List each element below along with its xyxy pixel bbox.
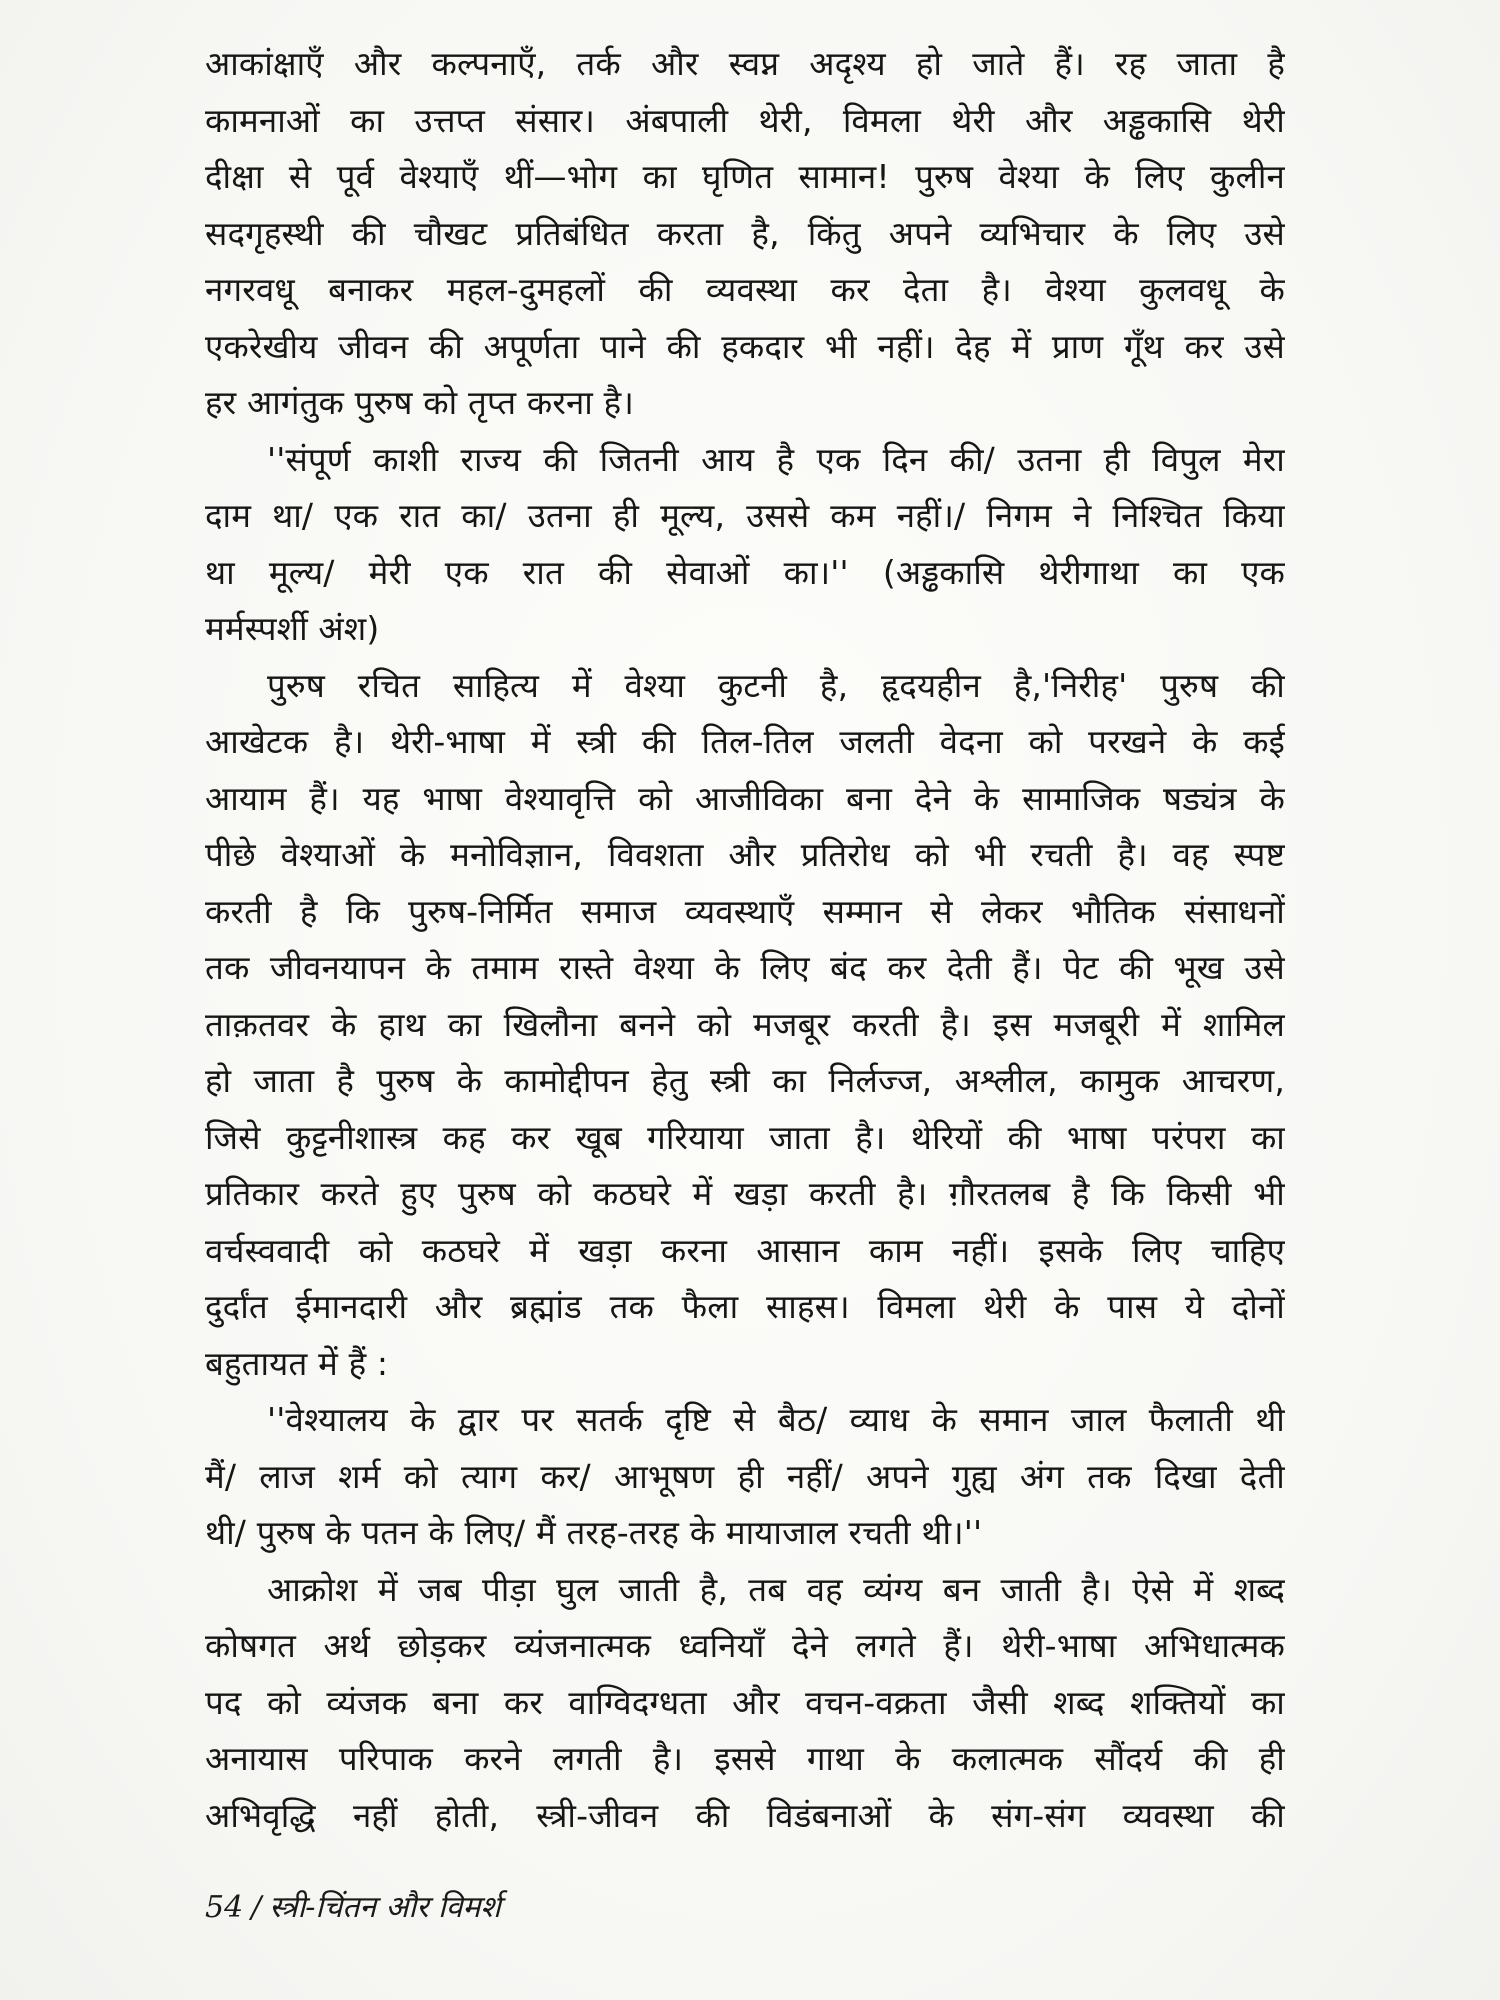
book-title: स्त्री-चिंतन और विमर्श	[269, 1890, 501, 1925]
text-line: कोषगत अर्थ छोड़कर व्यंजनात्मक ध्वनियाँ देने लगते हैं। थेरी-भाषा अभिधात्मक	[205, 1626, 1285, 1665]
quote-line: ''वेश्यालय के द्वार पर सतर्क दृष्टि से बैठ/ व्याध के समान जाल फैलाती थी	[267, 1400, 1285, 1439]
text-line: पीछे वेश्याओं के मनोविज्ञान, विवशता और प्रतिरोध को भी रचती है। वह स्पष्ट	[205, 835, 1285, 874]
text-line: दीक्षा से पूर्व वेश्याएँ थीं—भोग का घृणित सामान! पुरुष वेश्या के लिए कुलीन	[205, 157, 1285, 196]
text-line: एकरेखीय जीवन की अपूर्णता पाने की हकदार भी नहीं। देह में प्राण गूँथ कर उसे	[205, 326, 1285, 366]
page-footer	[205, 1888, 501, 1928]
quote-line: थी/ पुरुष के पतन के लिए/ मैं तरह-तरह के मायाजाल रचती थी।''	[205, 1513, 983, 1552]
text-line: सदगृहस्थी की चौखट प्रतिबंधित करता है, किंतु अपने व्यभिचार के लिए उसे	[205, 213, 1285, 253]
text-line: आक्रोश में जब पीड़ा घुल जाती है, तब वह व्यंग्य बन जाती है। ऐसे में शब्द	[267, 1569, 1285, 1609]
text-line: प्रतिकार करते हुए पुरुष को कठघरे में खड़ा करती है। ग़ौरतलब है कि किसी भी	[205, 1174, 1285, 1213]
text-line: अभिवृद्धि नहीं होती, स्त्री-जीवन की विडंबनाओं के संग-संग व्यवस्था की	[205, 1795, 1285, 1835]
quote-line: था मूल्य/ मेरी एक रात की सेवाओं का।'' (अड्ढकासि थेरीगाथा का एक	[205, 552, 1285, 592]
text-line: आयाम हैं। यह भाषा वेश्यावृत्ति को आजीविका बना देने के सामाजिक षड्यंत्र के	[205, 778, 1285, 818]
text-line: पुरुष रचित साहित्य में वेश्या कुटनी है, हृदयहीन है,'निरीह' पुरुष की	[267, 665, 1285, 705]
text-line: हर आगंतुक पुरुष को तृप्त करना है।	[205, 383, 634, 422]
quote-line: मर्मस्पर्शी अंश)	[205, 609, 380, 648]
text-line: नगरवधू बनाकर महल-दुमहलों की व्यवस्था कर देता है। वेश्या कुलवधू के	[205, 270, 1285, 309]
text-line: पद को व्यंजक बना कर वाग्विदग्धता और वचन-वक्रता जैसी शब्द शक्तियों का	[205, 1682, 1285, 1722]
footer-separator: /	[251, 1890, 262, 1925]
page-body-text	[205, 36, 1285, 1844]
page-number: 54	[205, 1890, 244, 1925]
text-line: आकांक्षाएँ और कल्पनाएँ, तर्क और स्वप्न अदृश्य हो जाते हैं। रह जाता है	[205, 44, 1285, 83]
text-line: वर्चस्ववादी को कठघरे में खड़ा करना आसान काम नहीं। इसके लिए चाहिए	[205, 1230, 1285, 1270]
text-line: आखेटक है। थेरी-भाषा में स्त्री की तिल-तिल जलती वेदना को परखने के कई	[205, 722, 1285, 761]
text-line: तक जीवनयापन के तमाम रास्ते वेश्या के लिए बंद कर देती हैं। पेट की भूख उसे	[205, 948, 1285, 987]
text-line: कामनाओं का उत्तप्त संसार। अंबपाली थेरी, विमला थेरी और अड्ढकासि थेरी	[205, 100, 1285, 140]
text-line: ताक़तवर के हाथ का खिलौना बनने को मजबूर करती है। इस मजबूरी में शामिल	[205, 1004, 1285, 1044]
text-line: करती है कि पुरुष-निर्मित समाज व्यवस्थाएँ सम्मान से लेकर भौतिक संसाधनों	[205, 891, 1285, 931]
quote-line: ''संपूर्ण काशी राज्य की जितनी आय है एक दिन की/ उतना ही विपुल मेरा	[267, 439, 1285, 479]
text-line: बहुतायत में हैं :	[205, 1343, 389, 1383]
quote-line: दाम था/ एक रात का/ उतना ही मूल्य, उससे कम नहीं।/ निगम ने निश्चित किया	[205, 496, 1285, 535]
quote-line: मैं/ लाज शर्म को त्याग कर/ आभूषण ही नहीं/ अपने गुह्य अंग तक दिखा देती	[205, 1456, 1285, 1496]
text-line: अनायास परिपाक करने लगती है। इससे गाथा के कलात्मक सौंदर्य की ही	[205, 1739, 1285, 1778]
text-line: हो जाता है पुरुष के कामोद्दीपन हेतु स्त्री का निर्लज्ज, अश्लील, कामुक आचरण,	[205, 1061, 1285, 1100]
text-line: दुर्दांत ईमानदारी और ब्रह्मांड तक फैला साहस। विमला थेरी के पास ये दोनों	[205, 1287, 1285, 1326]
text-line: जिसे कुट्टनीशास्त्र कह कर खूब गरियाया जाता है। थेरियों की भाषा परंपरा का	[205, 1117, 1285, 1157]
